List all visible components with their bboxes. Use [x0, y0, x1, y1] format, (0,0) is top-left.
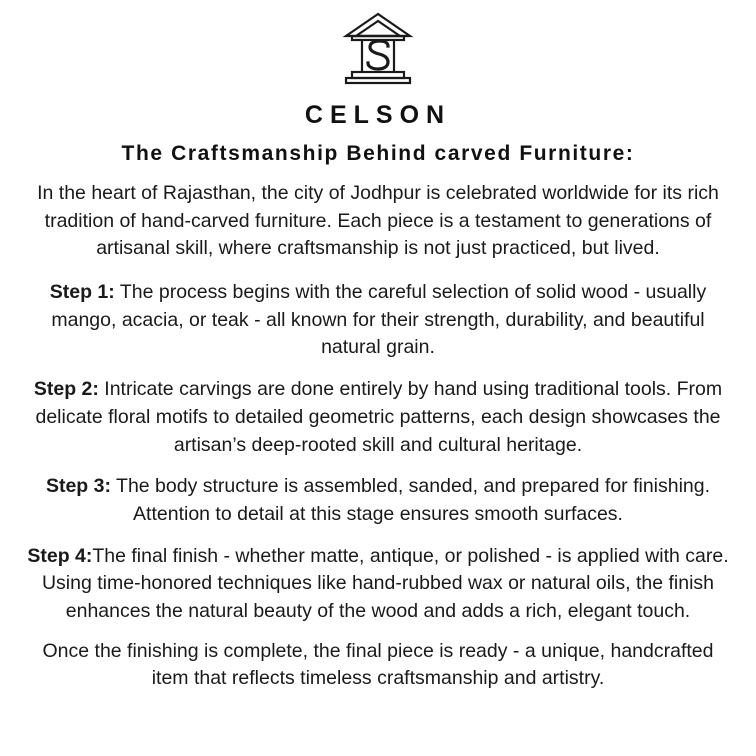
- step-text-1: The process begins with the careful selection of solid wood - usually mango, acacia, or teak - all known for their strength, durability, and beautiful natural grain.: [51, 281, 707, 359]
- intro-paragraph: In the heart of Rajasthan, the city of Jodhpur is celebrated worldwide for its rich tradition of hand-carved furniture. Each piece is a testament to generations of artisanal skill, where craftsmanship is not just practiced, but lived.: [37, 182, 719, 260]
- closing-paragraph: Once the finishing is complete, the final piece is ready - a unique, handcrafted item that reflects timeless craftsmanship and artistry.: [42, 639, 714, 690]
- step-label-2: Step 2:: [33, 378, 99, 401]
- step-text-2: Intricate carvings are done entirely by hand using traditional tools. From delicate floral motifs to detailed geometric patterns, each design showcases the artisan’s deep-rooted skill and cultural heritage.: [35, 378, 723, 456]
- house-column-logo-icon: [332, 10, 424, 95]
- step-paragraph-3: [22, 473, 734, 528]
- step-label-3: Step 3:: [45, 475, 111, 498]
- step-label-4: Step 4:: [27, 544, 93, 567]
- step-text-3: The body structure is assembled, sanded, and prepared for finishing. Attention to detail at this stage ensures smooth surfaces.: [110, 475, 711, 525]
- step-paragraph-4: [22, 543, 734, 626]
- brand-name: CELSON: [304, 101, 452, 129]
- step-label-1: Step 1:: [49, 281, 115, 304]
- step-paragraph-1: [22, 279, 734, 362]
- step-text-4: The final finish - whether matte, antique, or polished - is applied with care. Using time-honored techniques like hand-rubbed wax or natural oils, the finish enhances the natural beauty of the wood and adds a rich, elegant touch.: [41, 544, 729, 622]
- step-paragraph-2: [22, 376, 734, 459]
- page-title: The Craftsmanship Behind carved Furniture:: [121, 142, 635, 165]
